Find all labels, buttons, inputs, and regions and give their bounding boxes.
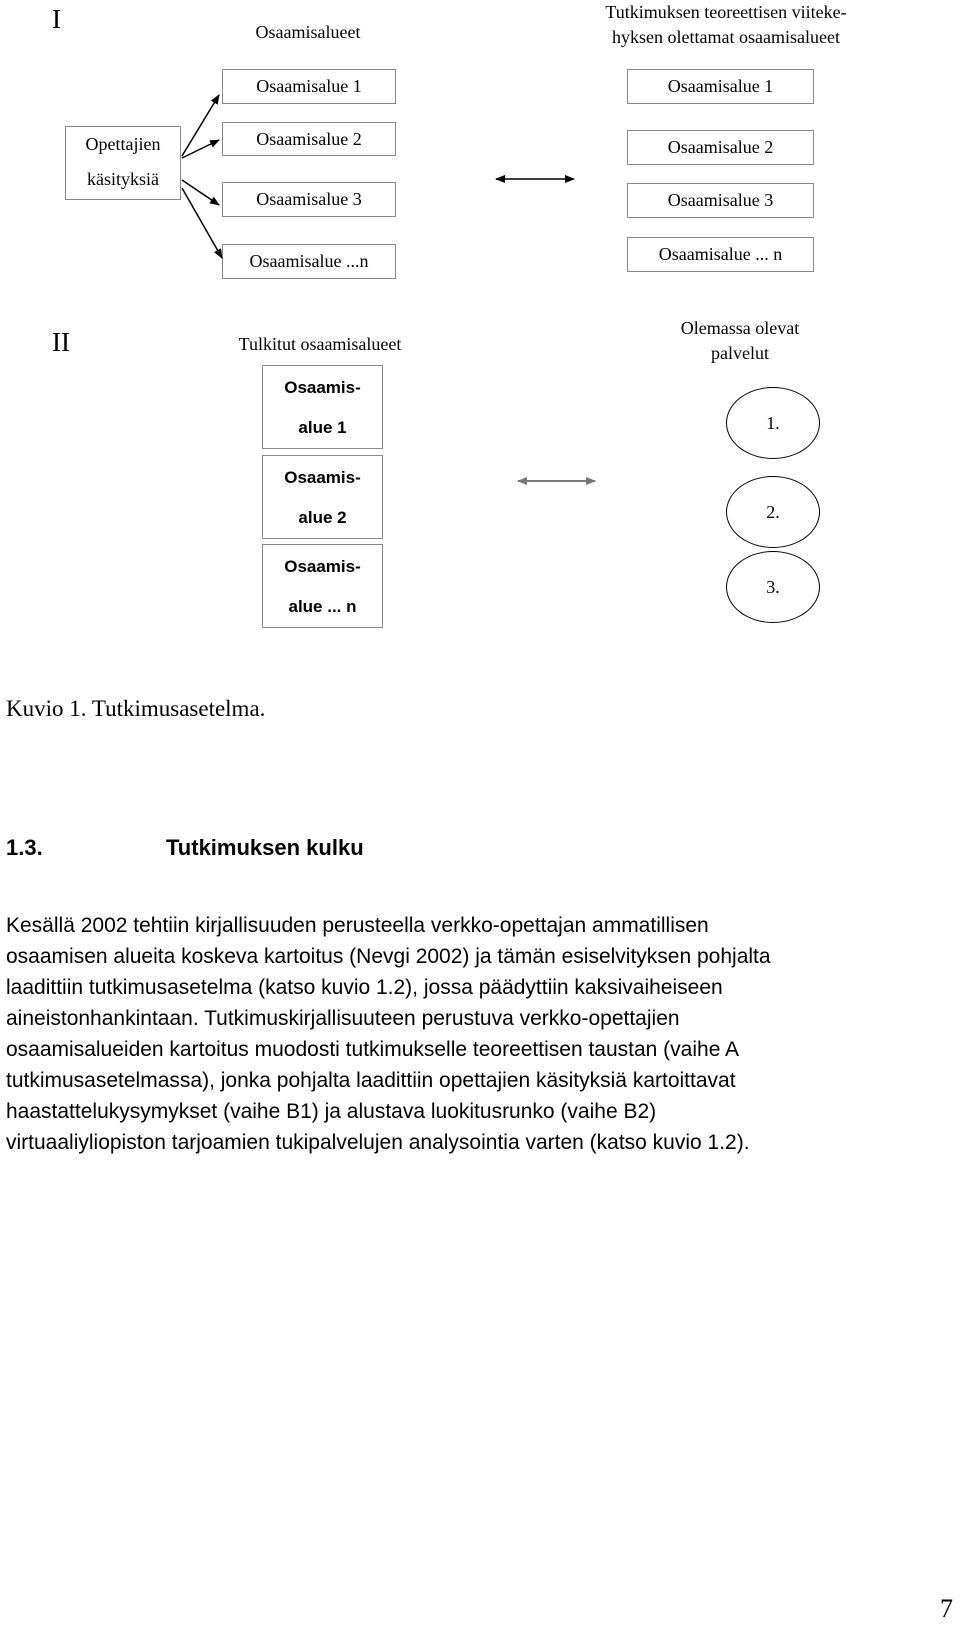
interpreted-box-1-line-1: Osaamis- [284, 378, 361, 397]
interpreted-competence-heading: Tulkitut osaamisalueet [238, 334, 402, 354]
fan-arrow-1 [182, 95, 219, 156]
right-competence-box-1: Osaamisalue 1 [627, 69, 814, 104]
right-competence-box-n: Osaamisalue ... n [627, 237, 814, 272]
service-circle-2: 2. [726, 476, 820, 548]
paragraph-line: tutkimusasetelmassa), jonka pohjalta laadittiin opettajien käsityksiä kartoittavat [6, 1069, 736, 1092]
paragraph-line: haastattelukysymykset (vaihe B1) ja alustava luokitusrunko (vaihe B2) [6, 1100, 657, 1123]
right-competence-box-3: Osaamisalue 3 [627, 183, 814, 218]
interpreted-box-n-line-2: alue ... n [288, 597, 357, 616]
service-circle-1: 1. [726, 387, 820, 459]
paragraph-line: virtuaaliyliopiston tarjoamien tukipalvelujen analysointia varten (katso kuvio 1.2). [6, 1131, 750, 1154]
theoretical-heading-line-1: Tutkimuksen teoreettisen viiteke- [605, 2, 847, 22]
section-number: 1.3. [6, 835, 43, 860]
fan-arrow-3 [182, 180, 219, 205]
fan-arrow-2 [182, 140, 219, 158]
figure-caption: Kuvio 1. Tutkimusasetelma. [6, 696, 266, 721]
interpreted-box-2-line-1: Osaamis- [284, 468, 361, 487]
theoretical-heading-line-2: hyksen olettamat osaamisalueet [612, 27, 840, 47]
existing-services-line-2: palvelut [711, 343, 769, 363]
paragraph-line: aineistonhankintaan. Tutkimuskirjallisuuteen perustuva verkko-opettajien [6, 1007, 680, 1030]
page-number: 7 [940, 1594, 953, 1623]
paragraph-line: Kesällä 2002 tehtiin kirjallisuuden perusteella verkko-opettajan ammatillisen [6, 914, 709, 937]
paragraph-line: laadittiin tutkimusasetelma (katso kuvio 1.2), jossa päädyttiin kaksivaiheiseen [6, 976, 723, 999]
paragraph-line: osaamisen alueita koskeva kartoitus (Nevgi 2002) ja tämän esiselvityksen pohjalta [6, 945, 771, 968]
left-competence-box-3: Osaamisalue 3 [222, 182, 396, 217]
interpreted-competence-box-n [262, 544, 383, 628]
section-label-i: I [52, 4, 61, 34]
left-competence-box-2: Osaamisalue 2 [222, 122, 396, 156]
section-label-ii: II [52, 327, 70, 357]
paragraph-line: osaamisalueiden kartoitus muodosti tutkimukselle teoreettisen taustan (vaihe A [6, 1038, 740, 1061]
osaamisalueet-heading: Osaamisalueet [255, 22, 361, 42]
existing-services-line-1: Olemassa olevat [680, 318, 800, 338]
fan-arrow-4 [182, 188, 222, 258]
left-competence-box-n: Osaamisalue ...n [222, 244, 396, 279]
interpreted-box-2-line-2: alue 2 [298, 508, 347, 527]
right-competence-box-2: Osaamisalue 2 [627, 130, 814, 165]
interpreted-box-1-line-2: alue 1 [298, 418, 347, 437]
teachers-conceptions-line-2: käsityksiä [87, 169, 159, 189]
left-competence-box-1: Osaamisalue 1 [222, 69, 396, 104]
teachers-conceptions-line-1: Opettajien [85, 134, 161, 154]
interpreted-competence-box-2 [262, 455, 383, 539]
section-title: Tutkimuksen kulku [166, 835, 364, 860]
interpreted-box-n-line-1: Osaamis- [284, 557, 361, 576]
body-paragraph [6, 910, 906, 1158]
interpreted-competence-box-1 [262, 365, 383, 449]
service-circle-3: 3. [726, 551, 820, 623]
existing-services-heading [650, 316, 830, 366]
